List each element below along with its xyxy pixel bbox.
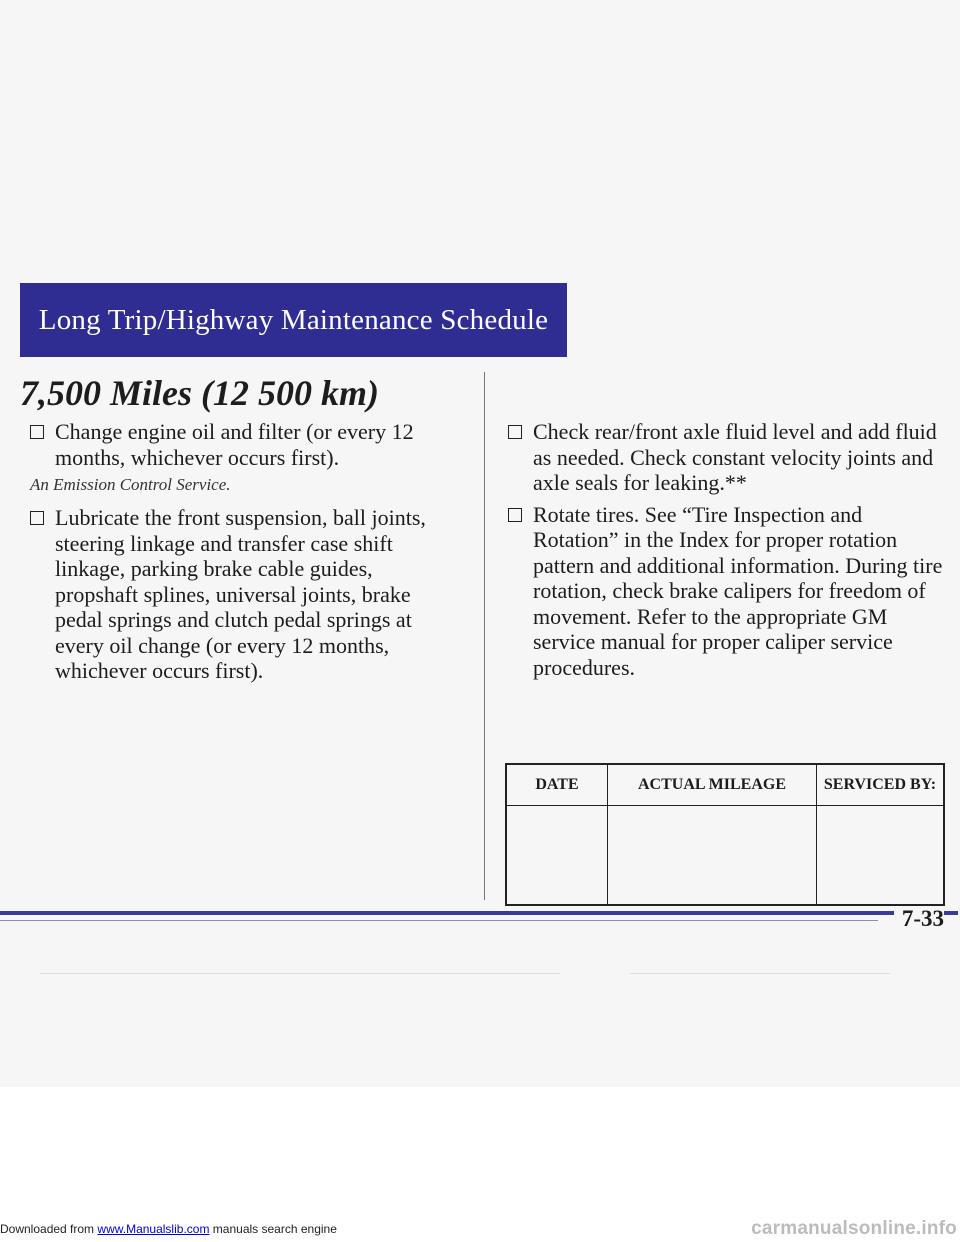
- interval-heading: 7,500 Miles (12 500 km): [20, 373, 379, 413]
- left-column: [30, 419, 460, 690]
- checklist-item: [30, 505, 460, 684]
- manualslib-link[interactable]: www.Manualslib.com: [97, 1222, 210, 1236]
- download-footer: [0, 1222, 337, 1236]
- service-record-table: [505, 763, 945, 906]
- checklist-item-text: Change engine oil and filter (or every 12 months, whichever occurs first).: [55, 419, 414, 470]
- checklist-item: [508, 502, 948, 681]
- date-cell[interactable]: [506, 806, 608, 906]
- column-header-date: DATE: [506, 764, 608, 806]
- checklist-item: [508, 419, 948, 496]
- scan-line: [630, 973, 890, 974]
- checkbox-icon[interactable]: [508, 508, 522, 522]
- checkbox-icon[interactable]: [508, 425, 522, 439]
- checklist-item: [30, 419, 460, 470]
- section-banner: Long Trip/Highway Maintenance Schedule: [20, 283, 567, 357]
- mileage-cell[interactable]: [608, 806, 817, 906]
- checklist-item-text: Lubricate the front suspension, ball joints, steering linkage and transfer case shift linkage, parking brake cable guides, propshaft splines, universal joints, brake pedal springs and clutch pedal springs at every oil change (or every 12 months, whichever occurs first).: [55, 505, 426, 683]
- footer-suffix: manuals search engine: [212, 1222, 337, 1236]
- table-row: [506, 806, 944, 906]
- checklist-item-text: Rotate tires. See “Tire Inspection and Rotation” in the Index for proper rotation pattern and additional information. During tire rotation, check brake calipers for freedom of movement. Refer to the appropriate GM service manual for proper caliper service procedures.: [533, 501, 943, 680]
- table-header-row: [506, 764, 944, 806]
- emission-note: An Emission Control Service.: [30, 475, 231, 494]
- site-watermark: carmanualsonline.info: [751, 1218, 957, 1239]
- checkbox-icon[interactable]: [30, 511, 44, 525]
- page-number: 7-33: [894, 906, 944, 932]
- column-divider: [484, 372, 485, 900]
- checklist-item-text: Check rear/front axle fluid level and add fluid as needed. Check constant velocity joints and axle seals for leaking.**: [533, 419, 937, 495]
- serviced-by-cell[interactable]: [817, 806, 945, 906]
- footer-rule-thin: [0, 920, 878, 921]
- column-header-serviced-by: SERVICED BY:: [817, 764, 945, 806]
- scan-line: [40, 973, 560, 974]
- footer-rule: [0, 911, 958, 915]
- right-column: [508, 419, 948, 686]
- footer-prefix: Downloaded from: [0, 1222, 95, 1236]
- checkbox-icon[interactable]: [30, 425, 44, 439]
- column-header-mileage: ACTUAL MILEAGE: [608, 764, 817, 806]
